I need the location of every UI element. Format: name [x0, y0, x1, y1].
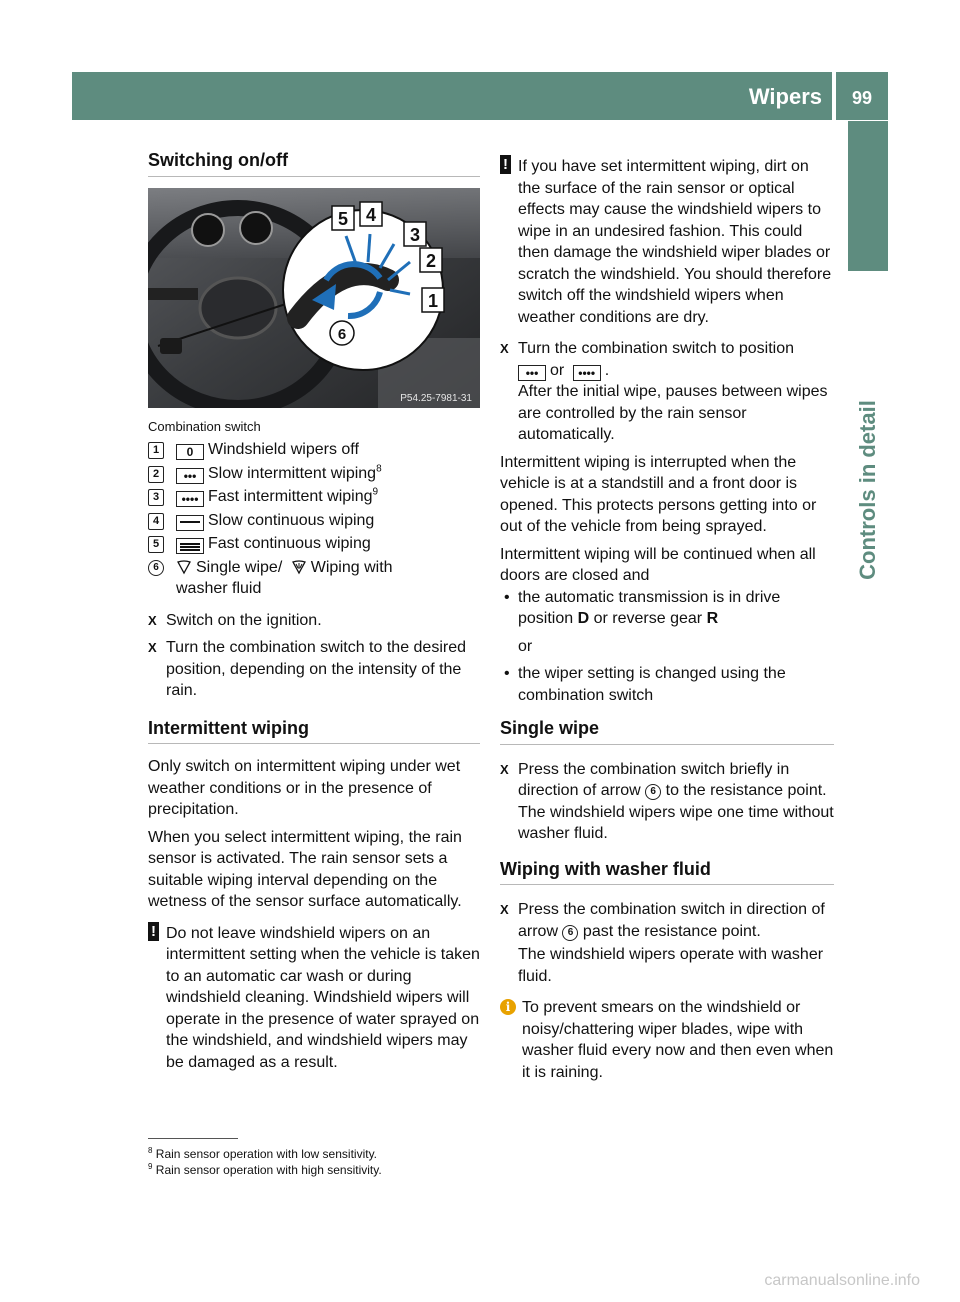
photo-illustration: [148, 188, 480, 408]
fast-intermittent-symbol: ••••: [176, 491, 204, 507]
legend-item-2: 2 ••• Slow intermittent wiping$^8$: [148, 463, 480, 485]
legend-item-3: 3 •••• Fast intermittent wiping$^9$: [148, 486, 480, 508]
right-column: [500, 156, 834, 1083]
heading-washer-fluid: Wiping with washer fluid: [500, 859, 834, 886]
page-number: 99: [836, 72, 888, 120]
info-icon: i: [500, 999, 516, 1015]
bullet-wiper-setting: • the wiper setting is changed using the combination switch: [504, 665, 786, 704]
fast-continuous-icon: [176, 538, 204, 554]
warning-icon: !: [500, 155, 511, 174]
paragraph-interrupted: Intermittent wiping is interrupted when the vehicle is at a standstill and a front door is opened. This protects persons getting into or out of the vehicle from being sprayed.: [500, 453, 817, 535]
footnote-9: $^9$ Rain sensor operation with high sensitivity.: [148, 1162, 382, 1177]
step-single-wipe: X Press the combination switch briefly in direction of arrow 6 to the resistance point. The windshield wipers wipe one time without washer fluid.: [500, 760, 834, 842]
callout-2: 2: [425, 251, 437, 271]
step-turn-switch: X Turn the combination switch to the desired position, depending on the intensity of the rain.: [148, 639, 467, 699]
legend-item-1: 1 0 Windshield wipers off: [148, 439, 480, 461]
warning-icon: !: [148, 922, 159, 941]
wipers-off-symbol: 0: [176, 444, 204, 460]
heading-switching: Switching on/off: [148, 150, 480, 177]
paragraph-intermittent-2: When you select intermittent wiping, the rain sensor is activated. The rain sensor sets a suitable wiping interval depending on the wetness of the sensor surface automatically.: [148, 828, 462, 910]
fast-intermittent-symbol: ••••: [573, 365, 601, 381]
watermark: carmanualsonline.info: [764, 1272, 920, 1289]
left-column-body: [148, 418, 480, 1079]
combination-switch-photo: [148, 188, 480, 408]
callout-3: 3: [409, 225, 421, 245]
section-title: Wipers: [740, 72, 832, 120]
slow-continuous-icon: [176, 515, 204, 531]
step-washer: X Press the combination switch in direction of arrow 6 past the resistance point.: [500, 901, 825, 940]
legend-item-4: 4 Slow continuous wiping: [148, 510, 480, 532]
footnote-divider: [148, 1138, 238, 1139]
step-turn-to-position: X Turn the combination switch to position ••• or •••• . After the initial wipe, pauses between wipes are controlled by the rain sensor automatically.: [500, 340, 828, 443]
paragraph-intermittent-1: Only switch on intermittent wiping under wet weather conditions or in the presence of precipitation.: [148, 758, 461, 818]
photo-code: P54.25-7981-31: [400, 393, 472, 404]
slow-intermittent-symbol: •••: [518, 365, 546, 381]
warning-car-wash: ! Do not leave windshield wipers on an intermittent setting when the vehicle is taken to an automatic car wash or during windshield cleaning. Windshield wipers will operate in the presence of water sprayed on the windshield, and windshield wipers may be damaged as a result.: [148, 923, 480, 1074]
washer-fluid-icon: [291, 559, 307, 575]
info-smears: i To prevent smears on the windshield or noisy/chattering wiper blades, wipe with washer fluid every now and then even when it is raining.: [500, 997, 834, 1083]
warning-rain-sensor: ! If you have set intermittent wiping, dirt on the surface of the rain sensor or optical effects may cause the windshield wipers to wipe in an undesired fashion. This could then damage the windshield wiper blades or scratch the windshield. You should therefore switch off the windshield wipers when weather conditions are dry.: [500, 156, 834, 328]
callout-5: 5: [337, 209, 349, 229]
footnotes: [148, 1146, 488, 1178]
paragraph-continued: Intermittent wiping will be continued when all doors are closed and: [500, 545, 816, 584]
callout-1: 1: [427, 291, 439, 311]
or-line: or: [518, 637, 533, 655]
side-label: Controls in detail: [855, 400, 880, 580]
bullet-transmission: • the automatic transmission is in drive position D or reverse gear R: [504, 588, 781, 627]
callout-4: 4: [365, 205, 377, 225]
header-bar: [72, 72, 832, 120]
footnote-8: $^8$ Rain sensor operation with low sensitivity.: [148, 1146, 378, 1161]
legend-item-6: 6 Single wipe/ Wiping with washer fluid: [148, 557, 480, 600]
legend-item-5: 5 Fast continuous wiping: [148, 533, 480, 555]
single-wipe-icon: [176, 559, 192, 575]
left-column: [148, 150, 480, 177]
side-tab: [848, 121, 888, 271]
paragraph-washer-result: The windshield wipers operate with washer fluid.: [518, 946, 824, 985]
callout-6: 6: [337, 326, 347, 343]
figure-caption: Combination switch: [148, 419, 261, 434]
heading-intermittent: Intermittent wiping: [148, 718, 480, 745]
slow-intermittent-symbol: •••: [176, 468, 204, 484]
heading-single-wipe: Single wipe: [500, 718, 834, 745]
step-ignition: X Switch on the ignition.: [148, 611, 322, 629]
